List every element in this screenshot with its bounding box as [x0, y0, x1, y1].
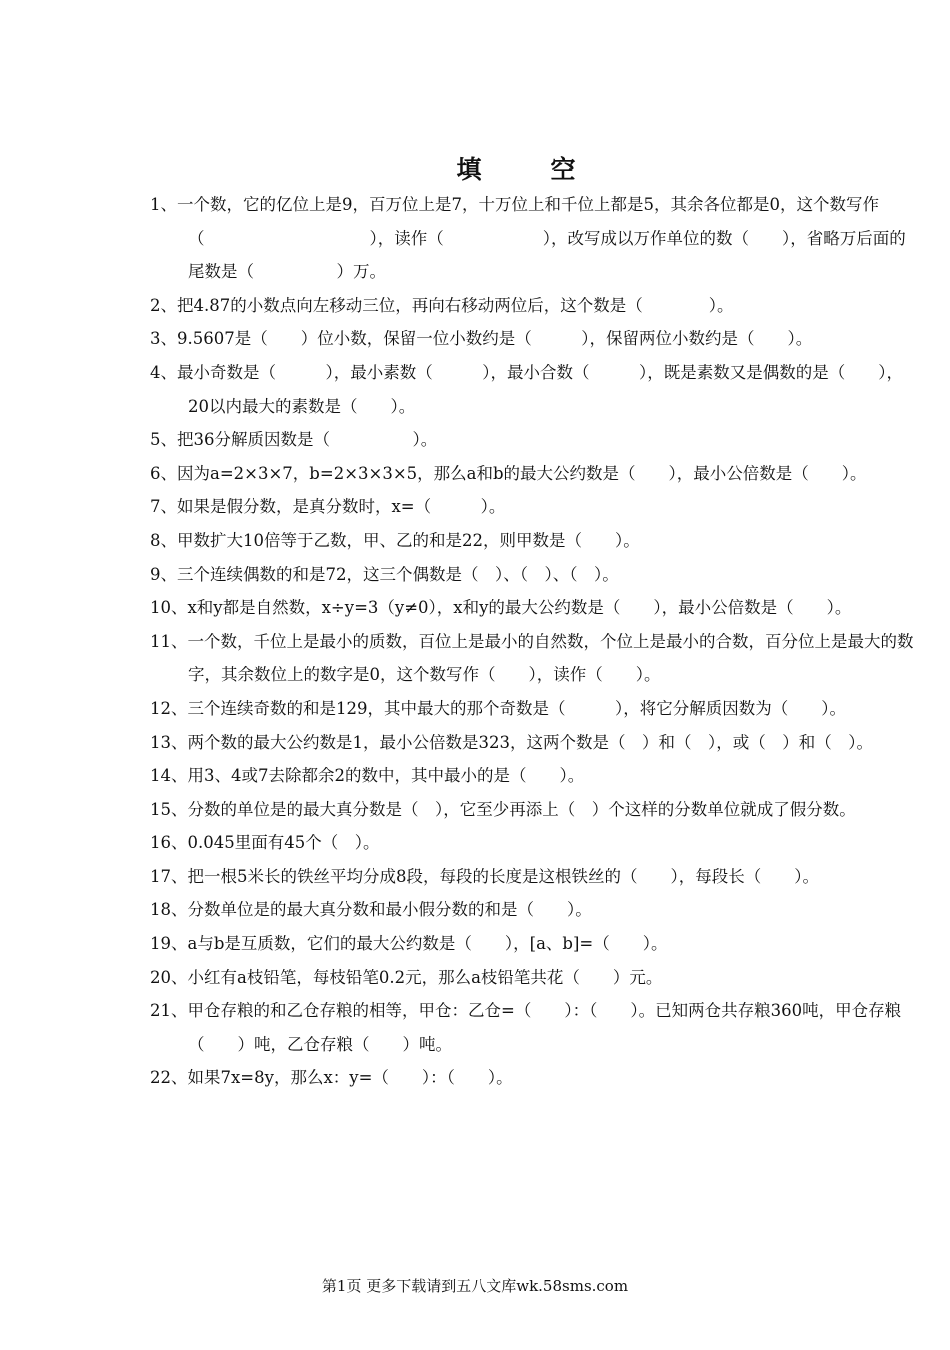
question-item: 20、小红有a枝铅笔，每枝铅笔0.2元，那么a枝铅笔共花（ ）元。	[150, 967, 663, 987]
question-item: 5、把36分解质因数是（ ）。	[150, 430, 438, 450]
question-item: 18、分数单位是的最大真分数和最小假分数的和是（ ）。	[150, 900, 592, 920]
question-item: 22、如果7x=8y，那么x：y=（ ）：（ ）。	[150, 1068, 513, 1088]
question-item: 17、把一根5米长的铁丝平均分成8段，每段的长度是这根铁丝的（ ），每段长（ ）。	[150, 866, 819, 886]
question-item: 16、0.045里面有45个（ ）。	[150, 833, 380, 853]
question-item: 3、9.5607是（ ）位小数，保留一位小数约是（ ），保留两位小数约是（ ）。	[150, 329, 813, 349]
question-item: 19、a与b是互质数，它们的最大公约数是（ ），[a、b]=（ ）。	[150, 934, 668, 954]
question-item: 2、把4.87的小数点向左移动三位，再向右移动两位后，这个数是（ ）。	[150, 295, 734, 315]
question-item: 7、如果是假分数，是真分数时，x=（ ）。	[150, 497, 506, 517]
question-item: 8、甲数扩大10倍等于乙数，甲、乙的和是22，则甲数是（ ）。	[150, 530, 640, 550]
question-item: 13、两个数的最大公约数是1，最小公倍数是323，这两个数是（ ）和（ ），或（ ）和（ ）。	[150, 732, 873, 752]
question-item: 12、三个连续奇数的和是129，其中最大的那个奇数是（ ），将它分解质因数为（ ）。	[150, 698, 846, 718]
question-item: 14、用3、4或7去除都余2的数中，其中最小的是（ ）。	[150, 766, 585, 786]
question-item: 4、最小奇数是（ ），最小素数（ ），最小合数（ ），既是素数又是偶数的是（ ），20以内最大的素数是（ ）。	[150, 362, 903, 416]
question-item: 21、甲仓存粮的和乙仓存粮的相等，甲仓：乙仓=（ ）：（ ）。已知两仓共存粮360吨，甲仓存粮（ ）吨，乙仓存粮（ ）吨。	[150, 1001, 902, 1054]
question-item: 6、因为a=2×3×7，b=2×3×3×5，那么a和b的最大公约数是（ ），最小公倍数是（ ）。	[150, 463, 867, 483]
question-list	[150, 188, 915, 1095]
page-footer: 第1页 更多下载请到五八文库wk.58sms.com	[321, 1277, 629, 1295]
question-item: 1、一个数，它的亿位上是9，百万位上是7，十万位上和千位上都是5，其余各位都是0，这个数写作（ ），读作（ ），改写成以万作单位的数（ ），省略万后面的尾数是（ ）万。	[150, 195, 906, 282]
question-item: 11、一个数，千位上是最小的质数，百位上是最小的自然数，个位上是最小的合数，百分位上是最大的数字，其余数位上的数字是0，这个数写作（ ），读作（ ）。	[150, 631, 914, 685]
page-title: 填 空	[456, 155, 598, 184]
question-item: 15、分数的单位是的最大真分数是（ ），它至少再添上（ ）个这样的分数单位就成了假分数。	[150, 799, 856, 819]
question-item: 10、x和y都是自然数，x÷y=3（y≠0），x和y的最大公约数是（ ），最小公倍数是（ ）。	[150, 598, 852, 618]
question-item: 9、三个连续偶数的和是72，这三个偶数是（ ）、（ ）、（ ）。	[150, 564, 619, 584]
